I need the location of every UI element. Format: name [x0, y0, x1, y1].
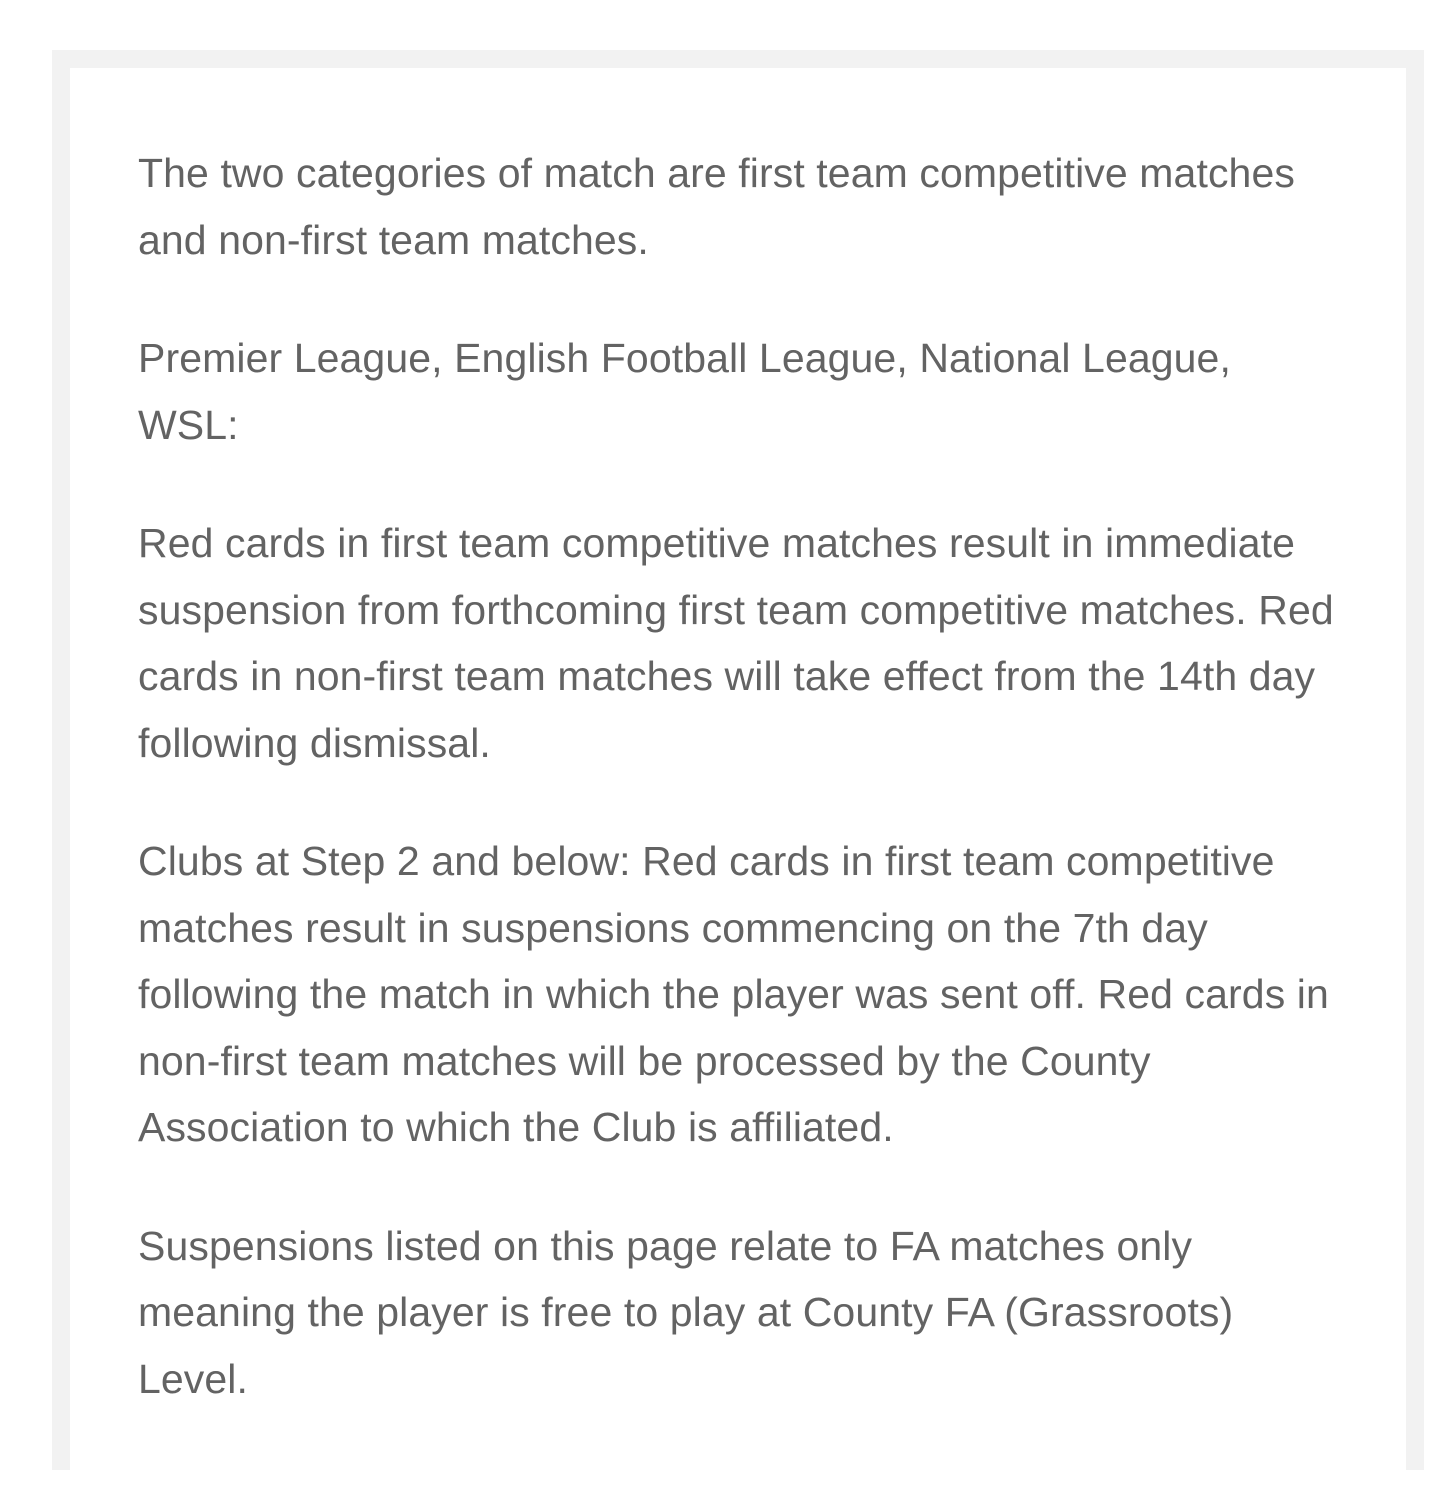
red-cards-top-leagues-paragraph: Red cards in first team competitive matches result in immediate suspension from forthcoming first team competitive matches. Red cards in non-first team matches will take effect from the 14th day following dismissal.: [138, 520, 1334, 766]
intro-paragraph: The two categories of match are first team competitive matches and non-first team matches.: [138, 150, 1295, 263]
leagues-heading-paragraph: Premier League, English Football League, National League, WSL:: [138, 335, 1231, 448]
step-2-clubs-paragraph: Clubs at Step 2 and below: Red cards in first team competitive matches result in suspensions commencing on the 7th day following the match in which the player was sent off. Red cards in non-first team matches will be processed by the County Association to which the Club is affiliated.: [138, 838, 1329, 1150]
content-frame: [52, 50, 1424, 1470]
fa-matches-only-paragraph: Suspensions listed on this page relate to FA matches only meaning the player is free to play at County FA (Grassroots) Level.: [138, 1222, 1234, 1402]
content-card: [70, 68, 1406, 1488]
